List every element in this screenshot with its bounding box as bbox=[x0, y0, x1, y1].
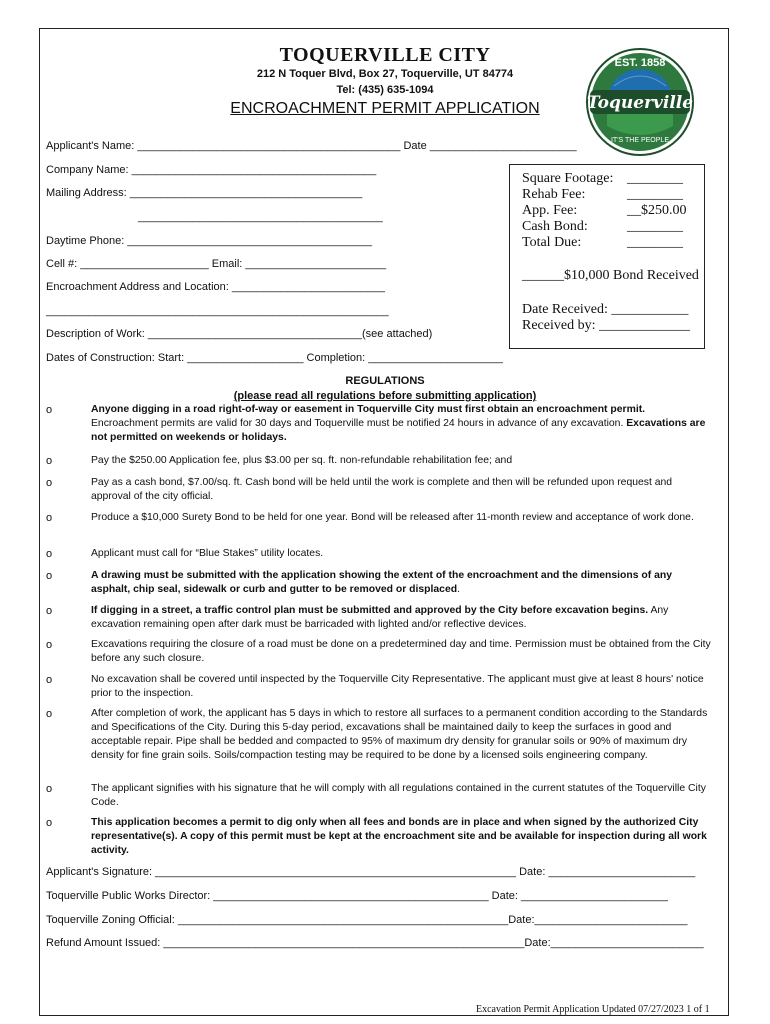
regulation-item bbox=[91, 547, 713, 561]
regulation-bold-text: If digging in a street, a traffic control plan must be submitted and approved by the City before excavation begins. bbox=[91, 605, 649, 616]
total-due-label: Total Due: bbox=[522, 235, 582, 250]
regulation-bullet: o bbox=[46, 455, 53, 467]
city-address: 212 N Toquer Blvd, Box 27, Toquerville, UT 84774 bbox=[256, 68, 514, 80]
date-received-field[interactable]: Date Received: ___________ bbox=[522, 302, 689, 317]
regulation-text: Produce a $10,000 Surety Bond to be held for one year. Bond will be released after 11-month review and acceptance of work done. bbox=[91, 512, 694, 523]
page-title: ENCROACHMENT PERMIT APPLICATION bbox=[230, 100, 540, 117]
app-fee-value: __$250.00 bbox=[627, 203, 687, 218]
daytime-phone-field[interactable]: Daytime Phone: ________________________________________ bbox=[46, 235, 373, 247]
regulation-item bbox=[91, 707, 713, 763]
mailing-address-field[interactable]: Mailing Address: ______________________________________ bbox=[46, 187, 363, 199]
regulation-text: The applicant signifies with his signature that he will comply with all regulations contained in the current statutes of the Toquerville City Code. bbox=[91, 783, 706, 808]
description-of-work-field[interactable]: Description of Work: ___________________________________(see attached) bbox=[46, 328, 433, 340]
encroachment-location-line-2[interactable]: ________________________________________________________ bbox=[46, 305, 389, 317]
cash-bond-value[interactable]: ________ bbox=[627, 219, 683, 234]
regulation-item bbox=[91, 782, 713, 810]
square-footage-value[interactable]: ________ bbox=[627, 171, 683, 186]
logo-established-text: EST. 1858 bbox=[614, 57, 666, 69]
rehab-fee-value[interactable]: ________ bbox=[627, 187, 683, 202]
rehab-fee-label: Rehab Fee: bbox=[522, 187, 586, 202]
regulation-item bbox=[91, 476, 713, 504]
regulation-bullet: o bbox=[46, 605, 53, 617]
encroachment-location-field[interactable]: Encroachment Address and Location: _________________________ bbox=[46, 281, 385, 293]
regulation-bullet: o bbox=[46, 404, 53, 416]
regulation-text: Excavations requiring the closure of a road must be done on a predetermined day and time. Permission must be obtained from the City before any such closure. bbox=[91, 639, 711, 664]
cell-email-field[interactable]: Cell #: _____________________ Email: _______________________ bbox=[46, 258, 387, 270]
total-due-value[interactable]: ________ bbox=[627, 235, 683, 250]
app-fee-label: App. Fee: bbox=[522, 203, 578, 218]
refund-amount-field[interactable]: Refund Amount Issued: ___________________________________________________________Date:_________________________ bbox=[46, 937, 704, 949]
regulation-item bbox=[91, 454, 713, 468]
regulation-bullet: o bbox=[46, 783, 53, 795]
regulation-bullet: o bbox=[46, 548, 53, 560]
footer-text: Excavation Permit Application Updated 07/27/2023 1 of 1 bbox=[476, 1004, 710, 1015]
regulation-bullet: o bbox=[46, 639, 53, 651]
regulations-subheading: (please read all regulations before submitting application) bbox=[233, 390, 537, 402]
logo-tagline-text: IT'S THE PEOPLE bbox=[610, 137, 670, 144]
regulation-text: No excavation shall be covered until inspected by the Toquerville City Representative. The applicant must give at least 8 hours' notice prior to the inspection. bbox=[91, 674, 704, 699]
regulation-bullet: o bbox=[46, 708, 53, 720]
regulation-bold-text: This application becomes a permit to dig only when all fees and bonds are in place and when signed by the authorized City representative(s). A copy of this permit must be kept at the encroachment site and be available for inspection during all work activity. bbox=[91, 817, 707, 856]
regulation-bullet: o bbox=[46, 674, 53, 686]
construction-dates-field[interactable]: Dates of Construction: Start: ___________________ Completion: ______________________ bbox=[46, 352, 503, 364]
city-name: TOQUERVILLE CITY bbox=[279, 44, 491, 66]
regulation-text: Pay as a cash bond, $7.00/sq. ft. Cash bond will be held until the work is complete and then will be refunded upon request and approval of the city official. bbox=[91, 477, 673, 502]
regulation-bold-text: Excavations are not permitted on weekends or holidays. bbox=[91, 418, 706, 443]
mailing-address-line-2[interactable]: ________________________________________ bbox=[138, 211, 383, 223]
regulation-bold-text: A drawing must be submitted with the application showing the extent of the encroachment and the dimensions of any asphalt, chip seal, sidewalk or curb and gutter to be removed or displaced bbox=[91, 570, 672, 595]
applicant-name-field[interactable]: Applicant's Name: ___________________________________________ Date ________________________ bbox=[46, 140, 577, 152]
regulation-text: Pay the $250.00 Application fee, plus $3.00 per sq. ft. non-refundable rehabilitation fee; and bbox=[91, 455, 513, 466]
received-by-field[interactable]: Received by: _____________ bbox=[522, 318, 690, 333]
square-footage-label: Square Footage: bbox=[522, 171, 614, 186]
regulation-bold-text: Anyone digging in a road right-of-way or easement in Toquerville City must first obtain an encroachment permit. bbox=[91, 404, 646, 415]
regulation-bullet: o bbox=[46, 570, 53, 582]
regulation-text: Encroachment permits are valid for 30 days and Toquerville must be notified 24 hours in advance of any excavation. bbox=[91, 418, 624, 429]
regulation-bullet: o bbox=[46, 512, 53, 524]
bond-received-field[interactable]: ______$10,000 Bond Received bbox=[522, 268, 699, 283]
regulation-item bbox=[91, 638, 713, 666]
logo-name-text: Toquerville bbox=[586, 93, 694, 113]
cash-bond-label: Cash Bond: bbox=[522, 219, 588, 234]
zoning-official-field[interactable]: Toquerville Zoning Official: ______________________________________________________Date:_________________________ bbox=[46, 914, 688, 926]
company-name-field[interactable]: Company Name: ________________________________________ bbox=[46, 164, 377, 176]
regulations-heading: REGULATIONS bbox=[345, 375, 425, 387]
regulation-item bbox=[91, 569, 713, 597]
city-phone: Tel: (435) 635-1094 bbox=[336, 84, 434, 96]
regulation-text: . bbox=[457, 584, 460, 595]
regulation-bullet: o bbox=[46, 817, 53, 829]
regulation-text: Any excavation remaining open after dark must be barricaded with lighted and/or reflective devices. bbox=[91, 605, 669, 630]
toquerville-logo bbox=[584, 46, 696, 158]
regulation-item bbox=[91, 403, 713, 445]
regulation-text: Applicant must call for “Blue Stakes” utility locates. bbox=[91, 548, 324, 559]
regulation-item bbox=[91, 673, 713, 701]
applicant-signature-field[interactable]: Applicant's Signature: ___________________________________________________________ Date: ________________________ bbox=[46, 866, 696, 878]
regulation-item bbox=[91, 604, 713, 632]
regulation-item bbox=[91, 511, 713, 525]
regulation-item bbox=[91, 816, 713, 858]
public-works-director-field[interactable]: Toquerville Public Works Director: _____________________________________________ Date: ________________________ bbox=[46, 890, 668, 902]
regulation-bullet: o bbox=[46, 477, 53, 489]
regulation-text: After completion of work, the applicant has 5 days in which to restore all surfaces to a permanent condition according to the Standards and Specifications of the City. During this 5-day period, excavations shall be maintained daily to keep the surfaces in good and acceptable repair. Pipe shall be bedded and compacted to 95% of maximum dry density for granular soils or 90% of maximum dry density for fine grain soils. Soils/compaction testing may be required to be done by a licensed soils engineering company. bbox=[91, 708, 708, 761]
